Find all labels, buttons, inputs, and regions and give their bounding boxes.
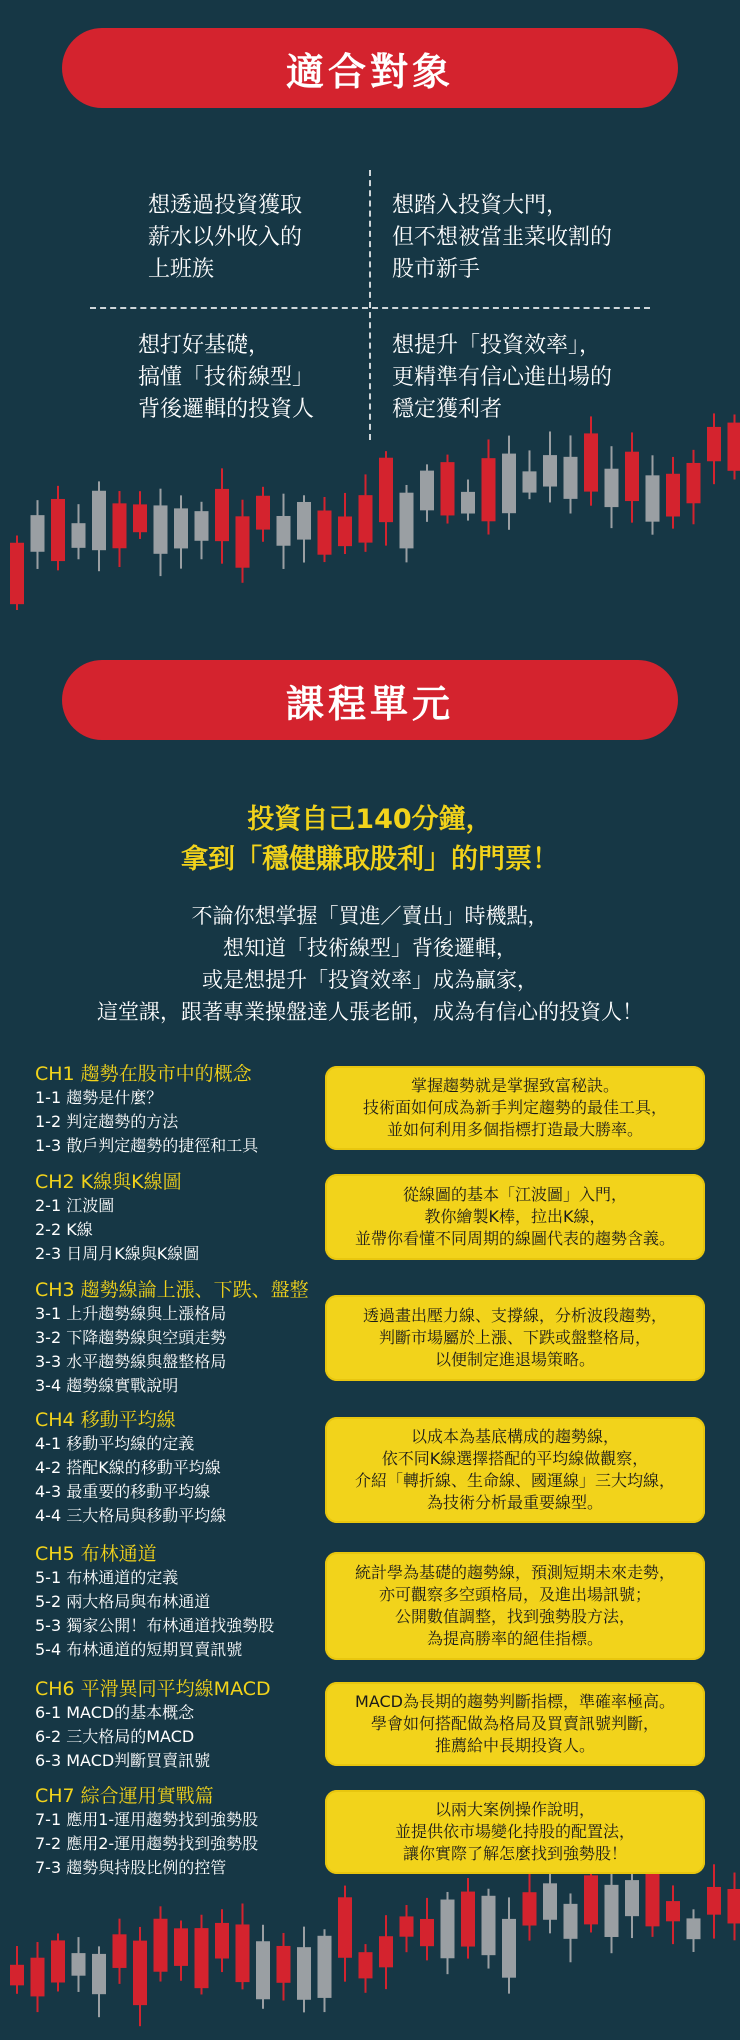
chapter-item: 2-3 日周月K線與K線圖 <box>35 1244 200 1263</box>
course-section-title: 課程單元 <box>285 681 454 726</box>
candle-body <box>666 474 680 517</box>
candle-body <box>236 1924 250 1982</box>
chapter-item: 2-1 江波圖 <box>35 1196 115 1215</box>
candle-body <box>666 1901 680 1921</box>
candle-body <box>605 1885 619 1937</box>
candle-body <box>297 502 311 540</box>
candle-body <box>215 489 229 541</box>
candle-body <box>31 1958 45 1997</box>
audience-office-worker <box>148 190 302 286</box>
chapter-2-description <box>325 1174 705 1260</box>
candle-body <box>441 462 455 515</box>
chapter-item: 6-1 MACD的基本概念 <box>35 1703 195 1722</box>
intro-headline-line: 拿到「穩健賺取股利」的門票！ <box>181 844 559 875</box>
description-line: 為提高勝率的絕佳指標。 <box>426 1629 603 1648</box>
description-line: MACD為長期的趨勢判斷指標，準確率極高。 <box>355 1692 675 1711</box>
candle-body <box>523 471 537 492</box>
intro-headline <box>0 800 740 880</box>
candle-body <box>174 1928 188 1966</box>
chapter-6 <box>35 1677 325 1773</box>
candle-body <box>318 1936 332 1998</box>
candle-body <box>482 1896 496 1955</box>
chapter-item: 5-3 獨家公開！布林通道找強勢股 <box>35 1616 275 1635</box>
candle-body <box>584 433 598 491</box>
chapter-title: CH3 趨勢線論上漲、下跌、盤整 <box>35 1279 309 1301</box>
candle-body <box>707 1887 721 1915</box>
description-line: 以便制定進退場策略。 <box>434 1350 595 1369</box>
chapter-title: CH2 K線與K線圖 <box>35 1171 182 1193</box>
candle-body <box>338 1897 352 1957</box>
candle-body <box>174 508 188 548</box>
candle-body <box>236 516 250 567</box>
candle-body <box>400 1916 414 1936</box>
candle-body <box>195 1928 209 1988</box>
audience-line: 更精準有信心進出場的 <box>392 365 613 390</box>
chapter-item: 4-2 搭配K線的移動平均線 <box>35 1458 221 1477</box>
candle-body <box>379 1936 393 1967</box>
candle-body <box>338 516 352 546</box>
chapter-item: 4-1 移動平均線的定義 <box>35 1434 195 1453</box>
candle-body <box>502 1919 516 1978</box>
candle-body <box>461 1892 475 1947</box>
chapter-title: CH6 平滑異同平均線MACD <box>35 1678 271 1700</box>
audience-line: 想打好基礎， <box>138 333 271 358</box>
description-line: 為技術分析最重要線型。 <box>426 1493 603 1512</box>
audience-line: 背後邏輯的投資人 <box>138 397 315 422</box>
candle-body <box>625 452 639 501</box>
candle-body <box>482 458 496 521</box>
intro-body-line: 不論你想掌握「買進／賣出」時機點， <box>191 904 549 928</box>
chapter-item: 7-1 應用1-運用趨勢找到強勢股 <box>35 1810 259 1829</box>
candle-body <box>564 1904 578 1939</box>
chapter-item: 7-3 趨勢與持股比例的控管 <box>35 1858 227 1877</box>
chapter-item: 1-2 判定趨勢的方法 <box>35 1112 179 1131</box>
candle-body <box>646 1865 660 1926</box>
description-line: 判斷市場屬於上漲、下跌或盤整格局， <box>378 1328 651 1347</box>
candle-body <box>687 1918 701 1939</box>
chapter-item: 1-1 趨勢是什麼？ <box>35 1088 163 1107</box>
candle-body <box>420 1919 434 1946</box>
chapter-item: 5-1 布林通道的定義 <box>35 1568 179 1587</box>
chapter-item: 6-3 MACD判斷買賣訊號 <box>35 1751 211 1770</box>
candle-body <box>543 1883 557 1919</box>
candle-body <box>72 523 86 548</box>
chapter-item: 2-2 K線 <box>35 1220 93 1239</box>
candle-body <box>543 455 557 486</box>
candle-body <box>441 1900 455 1959</box>
description-line: 以成本為基底構成的趨勢線， <box>410 1427 619 1446</box>
description-line: 依不同K線選擇搭配的平均線做觀察， <box>381 1449 649 1468</box>
audience-line: 搞懂「技術線型」 <box>138 365 315 390</box>
description-line: 並提供依市場變化持股的配置法， <box>394 1822 635 1841</box>
candle-body <box>256 1941 270 1999</box>
description-line: 從線圖的基本「江波圖」入門， <box>402 1185 627 1204</box>
candle-body <box>195 511 209 541</box>
candle-body <box>318 511 332 555</box>
audience-section-header <box>62 28 678 108</box>
chapter-item: 6-2 三大格局的MACD <box>35 1727 195 1746</box>
chapter-5-description <box>325 1552 705 1660</box>
candle-body <box>379 458 393 522</box>
chapter-item: 4-4 三大格局與移動平均線 <box>35 1506 227 1525</box>
candle-body <box>31 515 45 552</box>
audience-line: 想透過投資獲取 <box>148 193 303 218</box>
candle-body <box>154 1919 168 1972</box>
intro-body-line: 或是想提升「投資效率」成為贏家， <box>202 968 538 992</box>
candle-body <box>707 427 721 461</box>
candle-body <box>51 1940 65 1982</box>
chapter-item: 3-2 下降趨勢線與空頭走勢 <box>35 1328 227 1347</box>
chapter-3 <box>35 1278 325 1398</box>
description-line: 透過畫出壓力線、支撐線，分析波段趨勢， <box>362 1306 667 1325</box>
audience-line: 股市新手 <box>392 257 481 282</box>
description-line: 推薦給中長期投資人。 <box>434 1736 595 1755</box>
description-line: 教你繪製K棒，拉出K線， <box>424 1207 606 1226</box>
candle-body <box>359 1952 373 1978</box>
description-line: 介紹「轉折線、生命線、國運線」三大均線， <box>354 1471 675 1490</box>
candle-body <box>133 504 147 532</box>
audience-section-title: 適合對象 <box>285 49 454 94</box>
description-line: 並如何利用多個指標打造最大勝率。 <box>386 1120 643 1139</box>
audience-line: 上班族 <box>148 257 215 282</box>
chapter-1-description <box>325 1066 705 1150</box>
candle-body <box>605 469 619 507</box>
candle-body <box>564 457 578 499</box>
audience-line: 穩定獲利者 <box>392 397 503 422</box>
chapter-title: CH5 布林通道 <box>35 1543 157 1565</box>
intro-headline-line: 投資自己140分鐘， <box>247 804 493 835</box>
quadrant-vertical-divider <box>369 170 371 440</box>
candle-body <box>154 505 168 553</box>
description-line: 以兩大案例操作說明， <box>434 1800 595 1819</box>
chapter-item: 1-3 散戶判定趨勢的捷徑和工具 <box>35 1136 259 1155</box>
chapter-title: CH4 移動平均線 <box>35 1409 176 1431</box>
candlestick-decoration-top <box>0 410 740 620</box>
description-line: 學會如何搭配做為格局及買賣訊號判斷， <box>370 1714 659 1733</box>
candle-body <box>10 543 24 604</box>
candle-body <box>133 1941 147 2005</box>
audience-line: 想提升「投資效率」， <box>392 333 602 358</box>
candle-body <box>215 1923 229 1959</box>
chapter-title: CH7 綜合運用實戰篇 <box>35 1785 214 1807</box>
course-section-header <box>62 660 678 740</box>
candle-body <box>625 1880 639 1916</box>
candle-body <box>523 1892 537 1925</box>
chapter-item: 5-2 兩大格局與布林通道 <box>35 1592 211 1611</box>
candle-body <box>51 499 65 561</box>
intro-body-line: 想知道「技術線型」背後邏輯， <box>223 936 517 960</box>
description-line: 統計學為基礎的趨勢線，預測短期未來走勢， <box>354 1563 675 1582</box>
chapter-2 <box>35 1170 325 1266</box>
description-line: 並帶你看懂不同周期的線圖代表的趨勢含義。 <box>354 1229 675 1248</box>
chapter-1 <box>35 1062 325 1158</box>
candle-body <box>461 492 475 514</box>
candle-body <box>400 493 414 549</box>
candle-body <box>420 471 434 511</box>
description-line: 技術面如何成為新手判定趨勢的最佳工具， <box>362 1098 667 1117</box>
candle-body <box>92 1954 106 1994</box>
description-line: 公開數值調整，找到強勢股方法， <box>394 1607 635 1626</box>
candle-body <box>646 475 660 521</box>
candle-body <box>584 1875 598 1924</box>
chapter-7 <box>35 1784 325 1880</box>
candle-body <box>92 491 106 550</box>
candle-body <box>72 1953 86 1976</box>
candle-body <box>359 495 373 542</box>
quadrant-horizontal-divider <box>90 307 650 309</box>
candle-body <box>277 1946 291 1983</box>
chapter-item: 7-2 應用2-運用趨勢找到強勢股 <box>35 1834 259 1853</box>
candle-body <box>277 516 291 546</box>
audience-line: 薪水以外收入的 <box>148 225 303 250</box>
candle-body <box>502 454 516 514</box>
intro-body-line: 這堂課，跟著專業操盤達人張老師，成為有信心的投資人！ <box>97 1000 643 1024</box>
audience-line: 但不想被當韭菜收割的 <box>392 225 613 250</box>
audience-line: 想踏入投資大門， <box>392 193 569 218</box>
candle-body <box>687 463 701 503</box>
chapter-item: 4-3 最重要的移動平均線 <box>35 1482 211 1501</box>
chapter-item: 3-4 趨勢線實戰說明 <box>35 1376 179 1395</box>
chapter-title: CH1 趨勢在股市中的概念 <box>35 1063 252 1085</box>
candle-body <box>728 1889 740 1923</box>
description-line: 讓你實際了解怎麼找到強勢股！ <box>402 1844 627 1863</box>
description-line: 掌握趨勢就是掌握致富秘訣。 <box>410 1076 619 1095</box>
candle-body <box>113 503 127 548</box>
audience-stock-newbie <box>392 190 612 286</box>
chapter-item: 3-1 上升趨勢線與上漲格局 <box>35 1304 227 1323</box>
chapter-6-description <box>325 1682 705 1766</box>
candle-body <box>10 1965 24 1986</box>
chapter-3-description <box>325 1295 705 1381</box>
candle-body <box>728 423 740 471</box>
candle-body <box>297 1947 311 2000</box>
intro-body <box>0 900 740 1028</box>
chapter-item: 3-3 水平趨勢線與盤整格局 <box>35 1352 227 1371</box>
chapter-item: 5-4 布林通道的短期買賣訊號 <box>35 1640 243 1659</box>
chapter-7-description <box>325 1790 705 1874</box>
chapter-5 <box>35 1542 325 1662</box>
description-line: 亦可觀察多空頭格局，及進出場訊號； <box>378 1585 651 1604</box>
chapter-4 <box>35 1408 325 1528</box>
candle-body <box>113 1934 127 1968</box>
chapter-4-description <box>325 1417 705 1523</box>
candle-body <box>256 496 270 530</box>
